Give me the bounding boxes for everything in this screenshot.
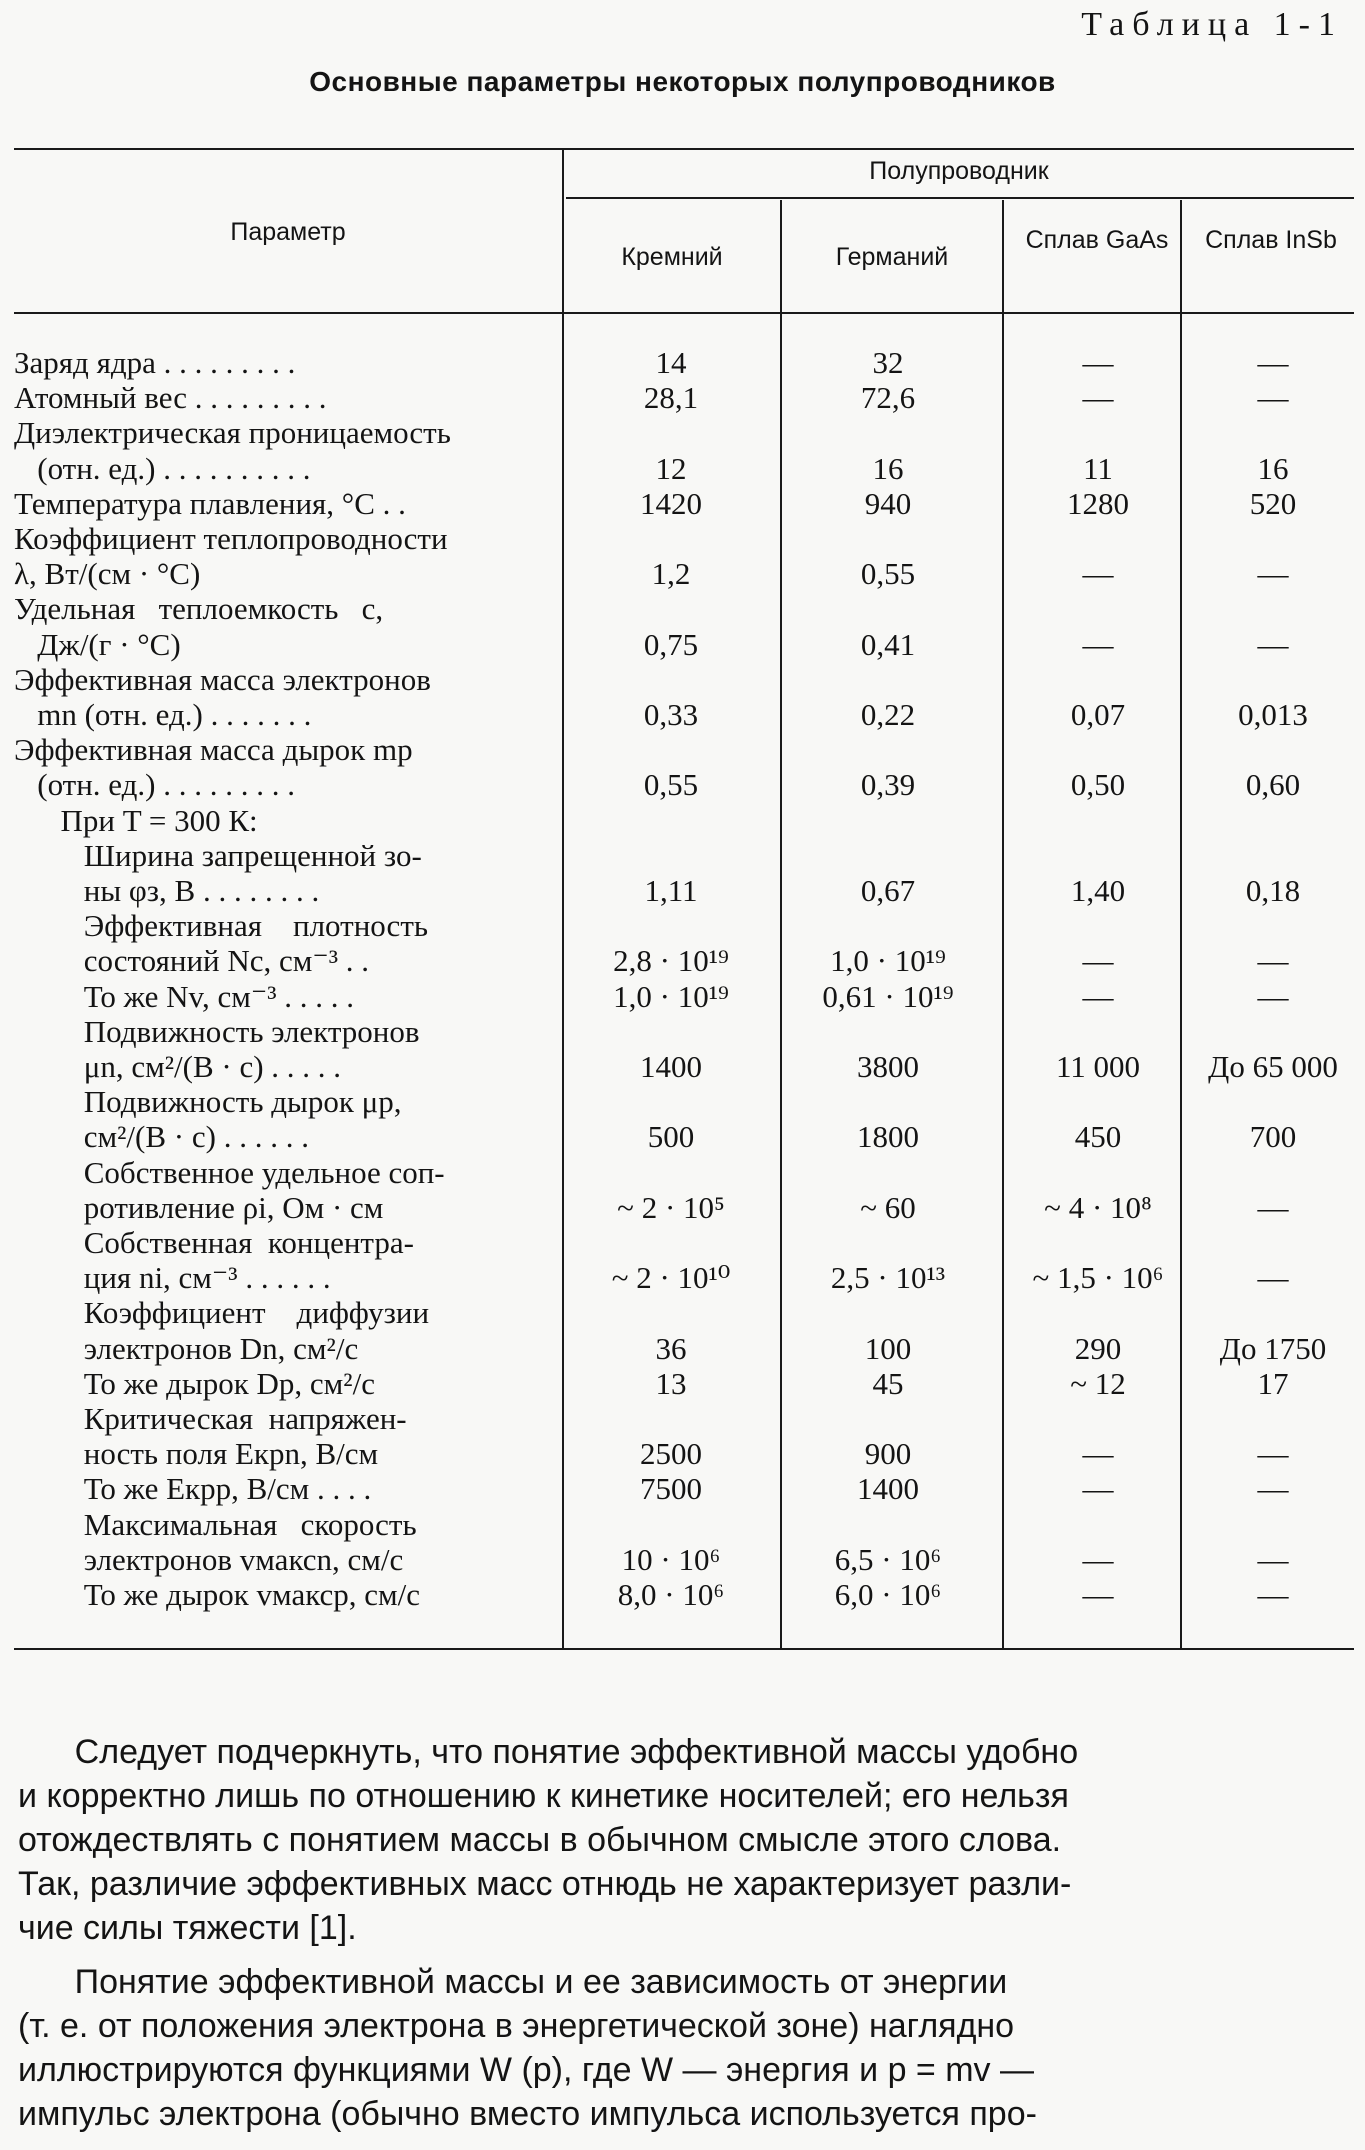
- value-cell: 0,55: [643, 767, 699, 803]
- value-cell: ~ 4 · 10⁸: [1044, 1189, 1152, 1225]
- value-cell: 0,75: [643, 626, 699, 662]
- paragraph: [18, 1730, 1348, 1950]
- paragraph-line: Следует подчеркнуть, что понятие эффективной массы удобно: [18, 1733, 1079, 1771]
- value-cell: ~ 2 · 10¹⁰: [611, 1260, 731, 1296]
- parameter-label: Коэффициент диффузии: [14, 1295, 430, 1331]
- value-cell: —: [1082, 978, 1114, 1014]
- paragraph-line: иллюстрируются функциями W (p), где W — энергия и p = mv —: [18, 2051, 1034, 2089]
- value-cell: 7500: [640, 1471, 702, 1507]
- value-cell: 11: [1083, 450, 1113, 486]
- value-cell: До 65 000: [1208, 1049, 1338, 1084]
- value-cell: —: [1082, 380, 1114, 416]
- value-cell: —: [1257, 556, 1289, 592]
- parameter-label: Собственная концентра-: [14, 1225, 414, 1260]
- paragraph-line: Так, различие эффективных масс отнюдь не характеризует разли-: [18, 1865, 1072, 1903]
- paragraph-line: импульс электрона (обычно вместо импульса используется про-: [18, 2095, 1037, 2133]
- value-cell: 0,39: [860, 767, 916, 803]
- value-cell: 1,40: [1070, 873, 1126, 908]
- value-cell: 700: [1249, 1119, 1297, 1155]
- value-cell: 6,5 · 10⁶: [834, 1541, 942, 1577]
- parameter-label: Собственное удельное соп-: [14, 1154, 445, 1190]
- value-cell: —: [1082, 1436, 1114, 1472]
- value-cell: —: [1257, 1577, 1289, 1612]
- table-bottom-rule: [14, 1648, 1354, 1650]
- parameter-label: Коэффициент теплопроводности: [14, 521, 448, 556]
- value-cell: —: [1257, 1471, 1289, 1507]
- value-cell: —: [1257, 1541, 1289, 1577]
- parameter-label: μn, см²/(В · с) . . . . .: [14, 1049, 342, 1084]
- value-cell: ~ 1,5 · 10⁶: [1032, 1260, 1164, 1296]
- parameter-label: электронов Dn, см²/с: [14, 1330, 359, 1366]
- value-cell: 72,6: [860, 380, 916, 416]
- header-col-insb: Сплав InSb: [1205, 226, 1337, 254]
- parameter-label: Эффективная масса электронов: [14, 661, 431, 697]
- value-cell: 2,5 · 10¹³: [830, 1260, 946, 1296]
- table-number: Таблица 1-1: [1081, 6, 1343, 43]
- column-rule-4: [1180, 200, 1182, 1648]
- value-cell: 100: [864, 1330, 912, 1366]
- value-cell: 0,60: [1245, 767, 1301, 803]
- value-cell: 16: [872, 450, 904, 486]
- value-cell: 6,0 · 10⁶: [834, 1577, 942, 1612]
- parameter-label: То же дырок Dp, см²/с: [14, 1365, 375, 1401]
- value-cell: 1280: [1067, 485, 1129, 521]
- value-cell: 8,0 · 10⁶: [617, 1577, 725, 1612]
- value-cell: 1,11: [644, 873, 698, 908]
- value-cell: 0,013: [1238, 697, 1308, 732]
- table-top-rule: [14, 148, 1354, 150]
- value-cell: —: [1257, 1436, 1289, 1472]
- value-cell: 1,0 · 10¹⁹: [613, 978, 729, 1014]
- value-cell: 520: [1249, 485, 1297, 521]
- value-cell: 2500: [640, 1436, 702, 1472]
- table-title: Основные параметры некоторых полупроводников: [309, 66, 1056, 97]
- value-cell: —: [1082, 556, 1114, 592]
- value-cell: —: [1257, 380, 1289, 416]
- parameter-label: Ширина запрещенной зо-: [14, 837, 422, 873]
- parameter-label: Дж/(г · °С): [14, 626, 181, 662]
- paragraph-line: Понятие эффективной массы и ее зависимость от энергии: [18, 1963, 1008, 2001]
- parameter-label: Атомный вес . . . . . . . . .: [14, 380, 327, 416]
- paragraph-line: и корректно лишь по отношению к кинетике носителей; его нельзя: [18, 1777, 1069, 1815]
- parameter-label: mn (отн. ед.) . . . . . . .: [14, 697, 312, 732]
- paragraph-line: (т. е. от положения электрона в энергетической зоне) наглядно: [18, 2007, 1015, 2045]
- paragraph: [18, 1960, 1348, 2136]
- value-cell: 16: [1257, 450, 1289, 486]
- value-cell: 0,50: [1070, 767, 1126, 803]
- value-cell: ~ 12: [1070, 1365, 1126, 1401]
- value-cell: 14: [655, 345, 687, 380]
- parameter-label: Критическая напряжен-: [14, 1401, 407, 1436]
- value-cell: 17: [1257, 1365, 1289, 1401]
- value-cell: ~ 2 · 10⁵: [617, 1189, 725, 1225]
- value-cell: 0,61 · 10¹⁹: [822, 978, 954, 1014]
- value-cell: 1800: [857, 1119, 919, 1155]
- value-cell: 12: [655, 450, 687, 486]
- value-cell: 1,0 · 10¹⁹: [830, 943, 946, 979]
- value-cell: 1,2: [651, 556, 691, 592]
- parameter-label: Эффективная масса дырок mp: [14, 732, 413, 768]
- parameter-label: То же дырок vмаксp, см/с: [14, 1577, 420, 1612]
- value-cell: —: [1082, 1471, 1114, 1507]
- parameter-label: Максимальная скорость: [14, 1506, 417, 1542]
- value-cell: —: [1257, 345, 1289, 380]
- value-cell: 32: [872, 345, 904, 380]
- parameter-label: То же Nv, см⁻³ . . . . .: [14, 978, 355, 1014]
- parameter-label: электронов vмаксn, см/с: [14, 1541, 404, 1577]
- parameter-label: Удельная теплоемкость с,: [14, 591, 384, 627]
- parameter-label: ротивление ρi, Ом · см: [14, 1189, 384, 1225]
- value-cell: 500: [647, 1119, 695, 1155]
- value-cell: —: [1082, 1577, 1114, 1612]
- value-cell: —: [1082, 943, 1114, 979]
- group-header-rule: [566, 197, 1354, 199]
- header-col-silicon: Кремний: [621, 243, 723, 271]
- value-cell: 940: [864, 485, 912, 521]
- value-cell: 2,8 · 10¹⁹: [613, 943, 729, 979]
- parameter-label: Подвижность электронов: [14, 1013, 420, 1049]
- paragraph-line: чие силы тяжести [1].: [18, 1909, 357, 1947]
- value-cell: —: [1257, 1260, 1289, 1296]
- column-rule-1: [562, 148, 564, 1648]
- parameter-label: Эффективная плотность: [14, 908, 429, 944]
- parameter-label: λ, Вт/(см · °С): [14, 556, 201, 592]
- parameter-label: состояний Nc, см⁻³ . .: [14, 943, 370, 979]
- parameter-label: (отн. ед.) . . . . . . . . . .: [14, 450, 311, 486]
- parameter-label: Температура плавления, °С . .: [14, 485, 406, 521]
- parameter-label: Заряд ядра . . . . . . . . .: [14, 345, 296, 380]
- parameter-label: Подвижность дырок μp,: [14, 1084, 402, 1120]
- value-cell: —: [1082, 1541, 1114, 1577]
- paragraph-line: отождествлять с понятием массы в обычном смысле этого слова.: [18, 1821, 1062, 1859]
- header-col-gaas: Сплав GaAs: [1025, 226, 1169, 254]
- header-parameter: Параметр: [230, 218, 346, 246]
- value-cell: 450: [1074, 1119, 1122, 1155]
- value-cell: —: [1082, 345, 1114, 380]
- parameter-label: При T = 300 К:: [14, 802, 258, 838]
- parameter-label: (отн. ед.) . . . . . . . . .: [14, 767, 295, 803]
- value-cell: 0,18: [1245, 873, 1301, 908]
- value-cell: 290: [1074, 1330, 1122, 1366]
- column-rule-3: [1002, 200, 1004, 1648]
- value-cell: 1420: [640, 485, 702, 521]
- value-cell: 13: [655, 1365, 687, 1401]
- value-cell: 11 000: [1055, 1049, 1141, 1084]
- value-cell: 0,22: [860, 697, 916, 732]
- header-semiconductor-group: Полупроводник: [869, 157, 1049, 185]
- value-cell: 0,41: [860, 626, 916, 662]
- value-cell: 0,55: [860, 556, 916, 592]
- value-cell: 0,67: [860, 873, 916, 908]
- parameter-label: см²/(В · с) . . . . . .: [14, 1119, 309, 1155]
- value-cell: —: [1257, 626, 1289, 662]
- value-cell: —: [1082, 626, 1114, 662]
- header-col-germanium: Германий: [835, 243, 949, 271]
- value-cell: 10 · 10⁶: [621, 1541, 721, 1577]
- parameter-label: ция ni, см⁻³ . . . . . .: [14, 1260, 331, 1296]
- parameter-label: То же Eкрp, В/см . . . .: [14, 1471, 372, 1507]
- value-cell: 1400: [640, 1049, 702, 1084]
- value-cell: —: [1257, 943, 1289, 979]
- value-cell: 3800: [857, 1049, 919, 1084]
- column-rule-2: [780, 200, 782, 1648]
- parameter-label: Диэлектрическая проницаемость: [14, 415, 451, 451]
- value-cell: 1400: [857, 1471, 919, 1507]
- value-cell: 45: [872, 1365, 904, 1401]
- value-cell: ~ 60: [860, 1189, 916, 1225]
- value-cell: 36: [655, 1330, 687, 1366]
- value-cell: —: [1257, 1189, 1289, 1225]
- value-cell: 900: [864, 1436, 912, 1472]
- parameter-label: ность поля Eкрn, В/см: [14, 1436, 379, 1472]
- value-cell: —: [1257, 978, 1289, 1014]
- parameter-label: ны φз, В . . . . . . . .: [14, 873, 320, 908]
- value-cell: 28,1: [643, 380, 699, 416]
- value-cell: До 1750: [1219, 1330, 1327, 1366]
- header-bottom-rule: [14, 312, 1354, 314]
- value-cell: 0,07: [1070, 697, 1126, 732]
- value-cell: 0,33: [643, 697, 699, 732]
